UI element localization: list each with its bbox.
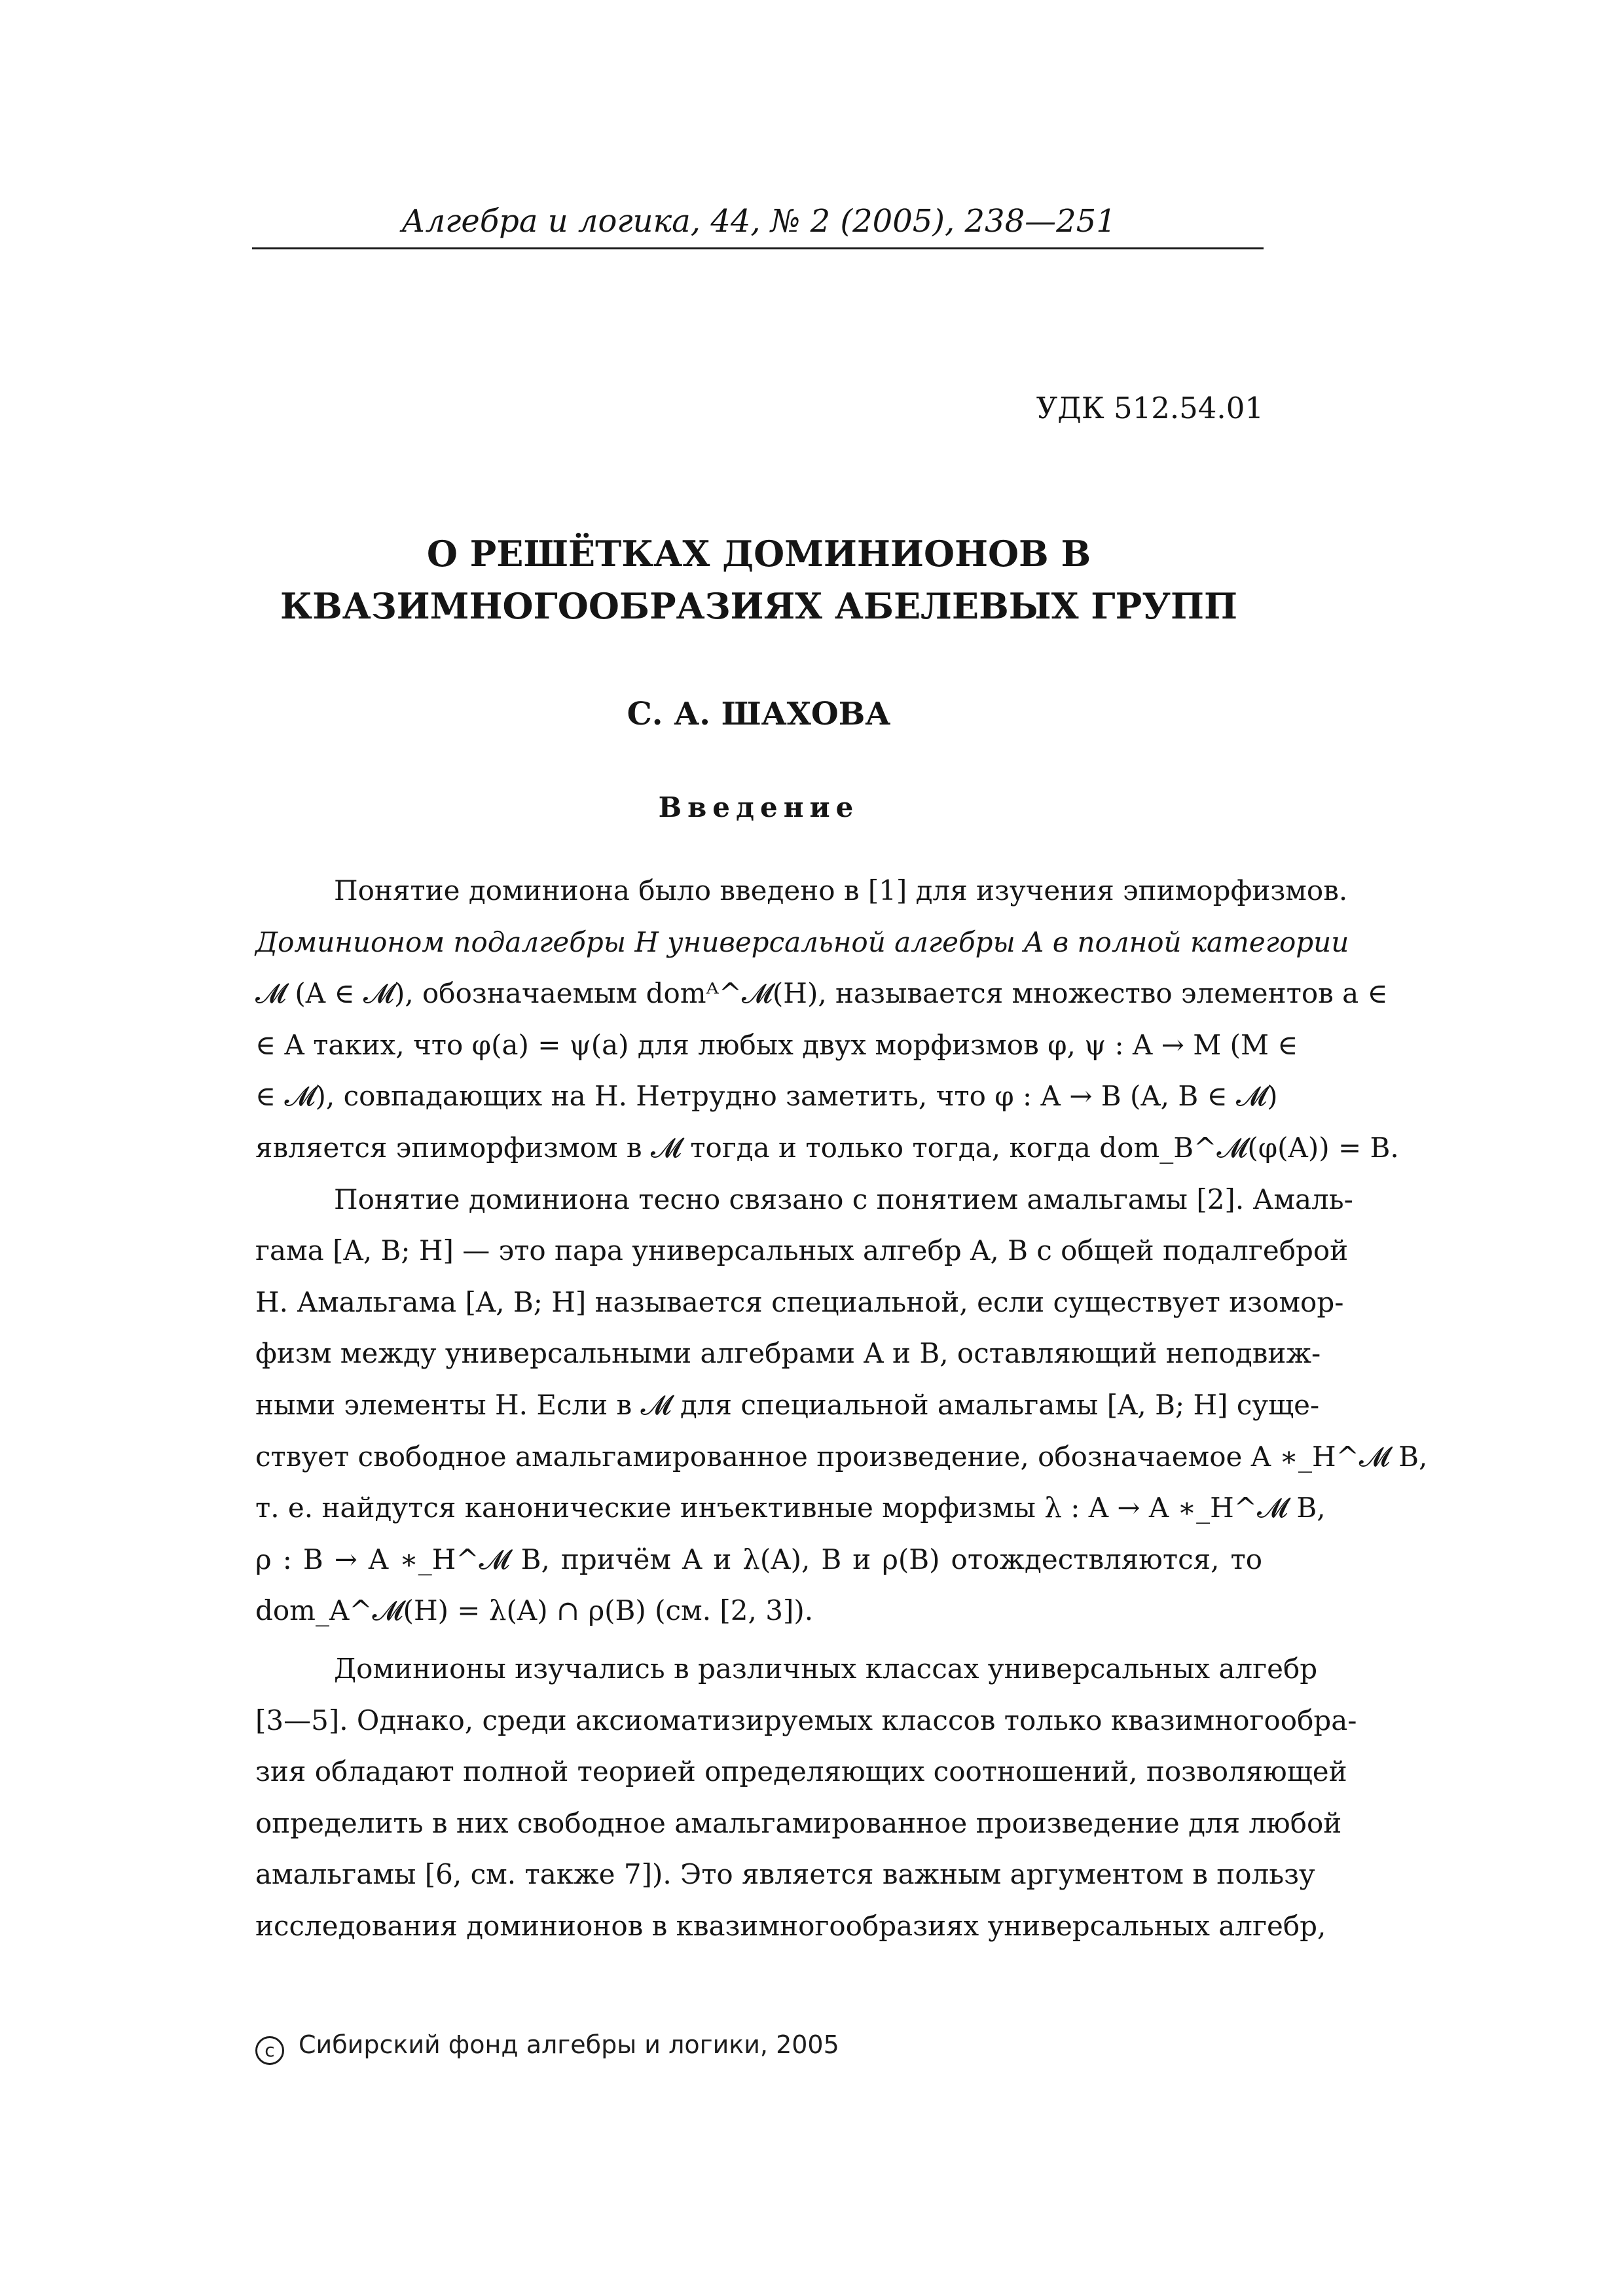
body-line: Доминионом подалгебры H универсальной алгебры A в полной категории <box>255 925 1349 958</box>
body-line: Понятие доминиона тесно связано с понятием амальгамы [2]. Амаль- <box>334 1183 1353 1215</box>
author-name: С. А. ШАХОВА <box>627 696 891 732</box>
paragraph-gap <box>255 1637 1262 1643</box>
body-line: ∈ A таких, что φ(a) = ψ(a) для любых двух морфизмов φ, ψ : A → M (M ∈ <box>255 1028 1298 1061</box>
body-line: физм между универсальными алгебрами A и B, оставляющий неподвиж- <box>255 1337 1321 1370</box>
body-text <box>255 865 1428 1952</box>
body-line: зия обладают полной теорией определяющих соотношений, позволяющей <box>255 1755 1347 1788</box>
body-line: ∈ 𝓜), совпадающих на H. Нетрудно заметить, что φ : A → B (A, B ∈ 𝓜) <box>255 1080 1278 1113</box>
title-line-1: О РЕШЁТКАХ ДОМИНИОНОВ В <box>426 533 1091 575</box>
body-line: Понятие доминиона было введено в [1] для изучения эпиморфизмов. <box>334 874 1348 906</box>
udk-code: УДК 512.54.01 <box>1036 391 1264 425</box>
body-line: амальгамы [6, см. также 7]). Это является важным аргументом в пользу <box>255 1858 1315 1891</box>
body-line: [3—5]. Однако, среди аксиоматизируемых классов только квазимногообра- <box>255 1704 1357 1736</box>
body-line: т. е. найдутся канонические инъективные морфизмы λ : A → A ∗_H^𝓜 B, <box>255 1492 1326 1524</box>
body-line: является эпиморфизмом в 𝓜 тогда и только тогда, когда dom_B^𝓜(φ(A)) = B. <box>255 1131 1399 1164</box>
copyright-footer <box>255 2028 839 2065</box>
body-line: определить в них свободное амальгамированное произведение для любой <box>255 1806 1342 1839</box>
body-line: гама [A, B; H] — это пара универсальных алгебр A, B с общей подалгеброй <box>255 1234 1349 1267</box>
copyright-text: Сибирский фонд алгебры и логики, 2005 <box>299 2030 839 2059</box>
body-line: dom_A^𝓜(H) = λ(A) ∩ ρ(B) (см. [2, 3]). <box>255 1594 814 1627</box>
body-line: ствует свободное амальгамированное произведение, обозначаемое A ∗_H^𝓜 B, <box>255 1440 1428 1473</box>
paper-title <box>255 528 1262 632</box>
body-line: Доминионы изучались в различных классах универсальных алгебр <box>334 1652 1318 1685</box>
body-line: H. Амальгама [A, B; H] называется специальной, если существует изомор- <box>255 1285 1344 1318</box>
copyright-icon: c <box>255 2036 284 2065</box>
section-heading: Введение <box>658 791 860 823</box>
body-line: 𝓜 (A ∈ 𝓜), обозначаемым domᴬ^𝓜(H), называется множество элементов a ∈ <box>255 977 1388 1010</box>
journal-citation: Алгебра и логика, 44, № 2 (2005), 238—251 <box>401 203 1116 240</box>
body-line: ρ : B → A ∗_H^𝓜 B, причём A и λ(A), B и ρ(B) отождествляются, то <box>255 1543 1262 1575</box>
body-line: ными элементы H. Если в 𝓜 для специальной амальгамы [A, B; H] суще- <box>255 1388 1320 1421</box>
body-line: исследования доминионов в квазимногообразиях универсальных алгебр, <box>255 1909 1326 1942</box>
header-rule <box>252 247 1264 249</box>
title-line-2: КВАЗИМНОГООБРАЗИЯХ АБЕЛЕВЫХ ГРУПП <box>280 585 1238 627</box>
